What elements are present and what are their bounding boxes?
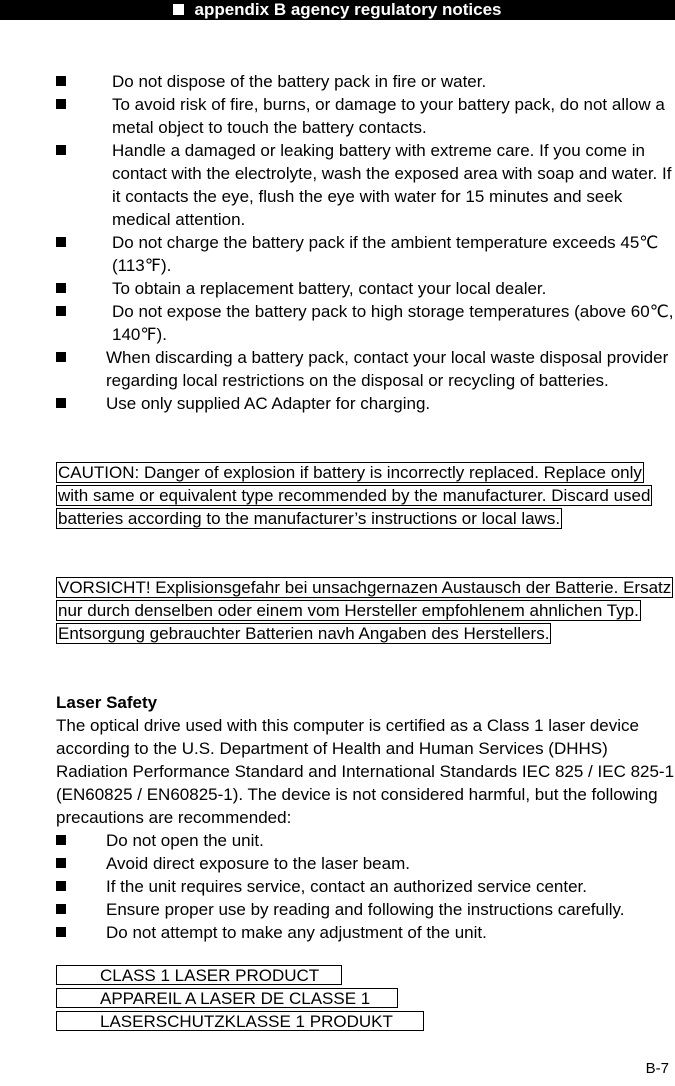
list-item: Do not expose the battery pack to high storage temperatures (above 60℃, 140℉).: [56, 300, 675, 346]
square-bullet-icon: [56, 99, 66, 109]
laser-label-french: APPAREIL A LASER DE CLASSE 1: [56, 988, 398, 1008]
list-item: Use only supplied AC Adapter for charging.: [56, 392, 675, 415]
list-item: To avoid risk of fire, burns, or damage to your battery pack, do not allow a metal object to touch the battery contacts.: [56, 93, 675, 139]
square-bullet-icon: [56, 237, 66, 247]
square-bullet-icon: [56, 76, 66, 86]
square-bullet-icon: [56, 283, 66, 293]
square-bullet-icon: [56, 145, 66, 155]
square-bullet-icon: [56, 927, 66, 937]
caution-english: CAUTION: Danger of explosion if battery is incorrectly replaced. Replace only with same or equivalent type recommended by the manufacturer. Discard used batteries according to the manufacturer’s instructions or local laws.: [58, 463, 651, 528]
laser-safety-paragraph: The optical drive used with this computer is certified as a Class 1 laser device according to the U.S. Department of Health and Human Services (DHHS) Radiation Performance Standard and International Standards IEC 825 / IEC 825-1 (EN60825 / EN60825-1). The device is not considered harmful, but the following precautions are recommended:: [56, 716, 675, 827]
list-item: If the unit requires service, contact an authorized service center.: [56, 875, 675, 898]
square-bullet-icon: [56, 904, 66, 914]
laser-safety-title: Laser Safety: [56, 693, 158, 712]
list-item: Ensure proper use by reading and following the instructions carefully.: [56, 898, 675, 921]
battery-precautions-list: [56, 70, 675, 346]
laser-label-english: CLASS 1 LASER PRODUCT: [56, 965, 342, 985]
square-bullet-icon: [56, 352, 66, 362]
square-bullet-icon: [56, 881, 66, 891]
laser-precautions-list: [56, 829, 675, 944]
list-item: Do not open the unit.: [56, 829, 675, 852]
square-bullet-icon: [56, 306, 66, 316]
section-header: [0, 0, 675, 20]
list-item: When discarding a battery pack, contact your local waste disposal provider regarding local restrictions on the disposal or recycling of batteries.: [56, 346, 675, 392]
list-item: Do not attempt to make any adjustment of the unit.: [56, 921, 675, 944]
square-bullet-icon: [173, 4, 184, 15]
laser-label-german: LASERSCHUTZKLASSE 1 PRODUKT: [56, 1011, 424, 1031]
section-title: appendix B agency regulatory notices: [194, 0, 502, 19]
battery-disposal-list: [56, 346, 675, 415]
caution-german: VORSICHT! Explisionsgefahr bei unsachgernazen Austausch der Batterie. Ersatz nur durch denselben oder einem vom Hersteller empfohlenem ahnlichen Typ. Entsorgung gebrauchter Batterien navh Angaben des Herstellers.: [58, 578, 672, 643]
list-item: Avoid direct exposure to the laser beam.: [56, 852, 675, 875]
square-bullet-icon: [56, 835, 66, 845]
square-bullet-icon: [56, 858, 66, 868]
list-item: To obtain a replacement battery, contact your local dealer.: [56, 277, 675, 300]
page-number: B-7: [645, 1060, 669, 1077]
list-item: Do not charge the battery pack if the ambient temperature exceeds 45℃ (113℉).: [56, 231, 675, 277]
list-item: Do not dispose of the battery pack in fire or water.: [56, 70, 675, 93]
list-item: Handle a damaged or leaking battery with extreme care. If you come in contact with the electrolyte, wash the exposed area with soap and water. If it contacts the eye, flush the eye with water for 15 minutes and seek medical attention.: [56, 139, 675, 231]
square-bullet-icon: [56, 398, 66, 408]
